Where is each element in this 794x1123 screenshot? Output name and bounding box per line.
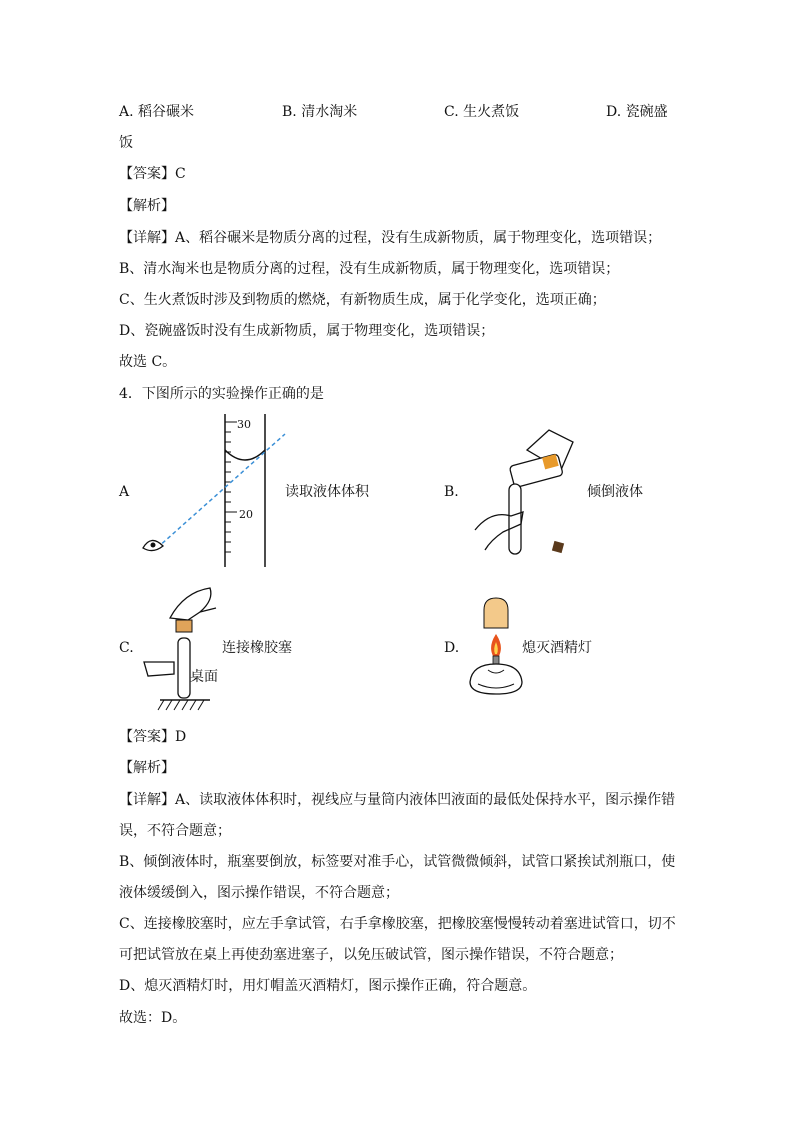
figure-b-caption: 倾倒液体 [587,484,643,500]
q4-conclusion: 故选：D。 [119,1010,187,1026]
option-d: D. 瓷碗盛 [606,104,668,120]
q4-detail-d: D、熄灭酒精灯时，用灯帽盖灭酒精灯，图示操作正确，符合题意。 [119,978,537,994]
figure-c-caption: 连接橡胶塞 [222,640,292,656]
figure-a-letter: A [119,484,130,500]
desk-label: 桌面 [190,669,218,685]
q3-conclusion: 故选 C。 [119,354,177,370]
figure-a-caption: 读取液体体积 [285,484,369,500]
q3-detail-a: 【详解】A、稻谷碾米是物质分离的过程，没有生成新物质，属于物理变化，选项错误； [119,230,662,246]
option-d-wrap: 饭 [119,135,133,151]
option-a: A. 稻谷碾米 [119,104,195,120]
q3-analysis-title: 【解析】 [119,198,175,214]
figure-d-caption: 熄灭酒精灯 [522,640,592,656]
option-b: B. 清水淘米 [282,104,358,120]
q4-answer: 【答案】D [119,729,187,745]
q3-detail-d: D、瓷碗盛饭时没有生成新物质，属于物理变化，选项错误； [119,323,495,339]
tick-label-30: 30 [237,418,251,431]
option-c: C. 生火煮饭 [444,104,520,120]
q4-detail-b-2: 液体缓缓倒入，图示操作错误，不符合题意； [119,885,399,901]
q4-detail-c-2: 可把试管放在桌上再使劲塞进塞子，以免压破试管，图示操作错误，不符合题意； [119,947,623,963]
figure-a-graduated-cylinder [135,412,295,572]
figure-d-letter: D. [444,640,460,656]
q4-detail-c-1: C、连接橡胶塞时，应左手拿试管，右手拿橡胶塞，把橡胶塞慢慢转动着塞进试管口，切不 [119,916,676,932]
figure-b-pouring-liquid [465,420,585,560]
q4-detail-a-2: 误，不符合题意； [119,823,231,839]
q3-detail-c: C、生火煮饭时涉及到物质的燃烧，有新物质生成，属于化学变化，选项正确； [119,292,606,308]
q4-stem: 4．下图所示的实验操作正确的是 [119,386,324,402]
q3-detail-b: B、清水淘米也是物质分离的过程，没有生成新物质，属于物理变化，选项错误； [119,261,620,277]
q3-answer: 【答案】C [119,166,186,182]
q4-detail-b-1: B、倾倒液体时，瓶塞要倒放，标签要对准手心，试管微微倾斜，试管口紧挨试剂瓶口，使 [119,854,676,870]
figure-b-letter: B. [444,484,459,500]
figure-c-letter: C. [119,640,134,656]
tick-label-20: 20 [239,508,253,521]
q4-detail-a-1: 【详解】A、读取液体体积时，视线应与量筒内液体凹液面的最低处保持水平，图示操作错 [119,792,676,808]
q4-analysis-title: 【解析】 [119,760,175,776]
